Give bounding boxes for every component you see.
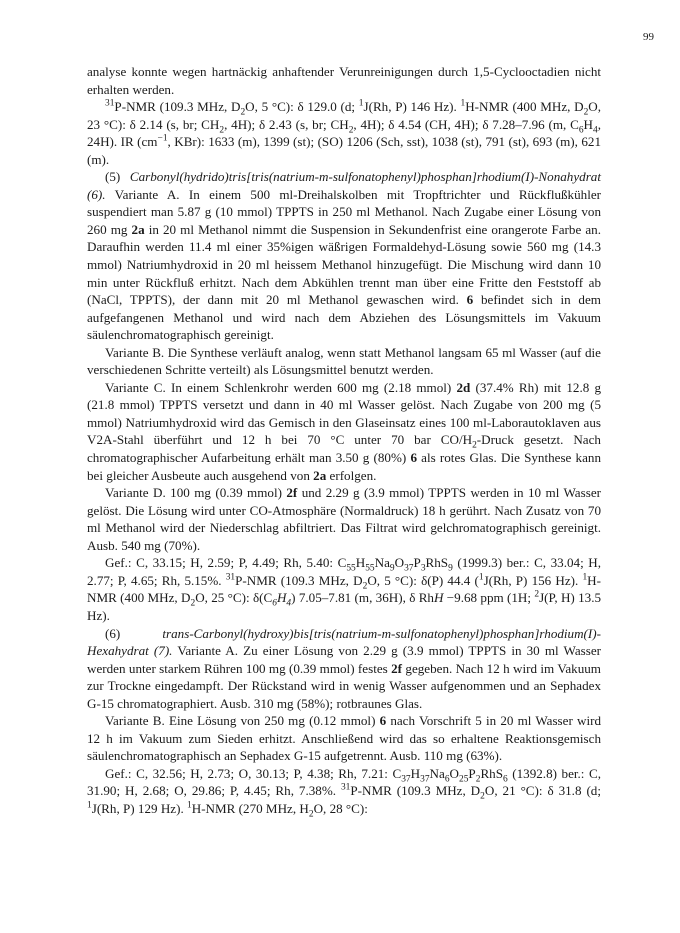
paragraph xyxy=(87,625,601,713)
text-run: 4 xyxy=(593,125,598,136)
text-run: Variante B. Die Synthese verläuft analog, wenn statt Methanol langsam 65 ml Wasser (auf die verschiedenen Schritte verteilt) als Lösungsmittel benutzt werden. xyxy=(87,344,601,378)
text-run: 1 xyxy=(358,98,364,109)
text-run: -Druck gesetzt. Nach chromatographischer Aufarbeitung erhält man 3.50 g (80%) xyxy=(87,432,601,466)
text-run: 31 xyxy=(340,783,351,794)
text-run: 1 xyxy=(582,572,588,583)
text-run: , 4H); δ 2.43 (s, br; CH xyxy=(224,116,349,132)
text-run: 2 xyxy=(472,441,477,452)
text-run: 1 xyxy=(187,800,192,811)
text-run: , 4H); δ 4.54 (CH, 4H); δ 7.28–7.96 (m, C xyxy=(353,116,579,132)
text-run: gegeben. Nach 12 h wird im Vakuum zur Trockne eingedampft. Der Rückstand wird in wenig Wasser aufgenommen und an Sephadex G-15 chromatographiert. Ausb. 310 mg (58%); rotbraunes Glas. xyxy=(87,660,601,711)
text-run: 2f xyxy=(391,660,403,676)
text-run: 6 xyxy=(410,450,417,466)
text-run: O, 5 °C): δ(P) 44.4 ( xyxy=(367,572,479,588)
text-run: Variante A. In einem 500 ml-Dreihalskolben mit Tropftrichter und Rückflußkühler suspendiert man 5.87 g (10 mmol) TPPTS in 250 ml Methanol. Nach Zugabe einer Lösung von 260 mg xyxy=(87,186,601,237)
text-run: 31 xyxy=(105,98,115,109)
text-run: H-NMR (400 MHz, D xyxy=(87,572,601,606)
text-run: Variante A. Zu einer Lösung von 2.29 g (3.9 mmol) TPPTS in 30 ml Wasser werden unter starkem Rühren 100 mg (0.39 mmol) festes xyxy=(87,643,601,676)
text-run: −9.68 ppm (1H; xyxy=(443,590,535,606)
text-run: 2 xyxy=(240,107,246,118)
text-run: 6 xyxy=(466,292,474,308)
text-run: P xyxy=(468,765,476,781)
paragraph xyxy=(87,168,601,343)
text-run: 37 xyxy=(404,563,414,574)
text-run: O, 25 °C): δ(C xyxy=(195,590,273,606)
text-run: 9 xyxy=(448,563,453,574)
text-run: H xyxy=(583,116,594,132)
text-run: P xyxy=(413,555,421,571)
text-run: 4 xyxy=(286,599,292,610)
text-run: 2d xyxy=(456,379,471,395)
text-run: P-NMR (109.3 MHz, D xyxy=(350,783,481,799)
text-run: O xyxy=(394,555,405,571)
text-run: trans-Carbonyl(hydroxy)bis[tris(natrium-m-sulfonatophenyl)phosphan]rhodium(I)-Hexahydrat (7). xyxy=(87,625,601,659)
text-run: in 20 ml Methanol nimmt die Suspension in Sekundenfrist eine orangerote Farbe an. Daraufhin werden 11.4 ml einer 35%igen wäßrigen Formaldehyd-Lösung sowie 560 mg (14.3 mmol) Natriumhydroxid in 20 ml heissem Methanol hinzugefügt. Die Mischung wird dann 10 min unter Rückfluß erhitzt. Nach dem Abkühlen trennt man über eine Fritte den Feststoff ab (NaCl, TPPTS), der dann mit 20 ml Methanol gewaschen wird. xyxy=(87,221,601,308)
paragraph xyxy=(87,765,601,818)
text-run: 2 xyxy=(475,774,481,785)
text-run: Variante B. Eine Lösung von 250 mg (0.12 mmol) xyxy=(105,713,380,729)
text-run: Gef.: C, 33.15; H, 2.59; P, 4.49; Rh, 5.40: C xyxy=(105,555,347,571)
text-run: RhS xyxy=(480,765,503,781)
text-run: analyse konnte wegen hartnäckig anhaftender Verunreinigungen durch 1,5-Cyclooctadien nicht erhalten werden. xyxy=(87,64,601,97)
paragraph xyxy=(87,344,601,379)
text-run: befindet sich in dem aufgefangenen Methanol und wird nach dem Abziehen des Lösungsmittels im Vakuum säulenchromatographisch gereinigt. xyxy=(87,292,601,343)
text-run: 6 xyxy=(503,774,508,785)
text-run: O, 5 °C): δ 129.0 (d; xyxy=(245,99,359,115)
text-run: erfolgen. xyxy=(326,467,377,483)
text-run: 25 xyxy=(459,774,469,785)
text-run: Na xyxy=(429,765,445,781)
text-run: 6 xyxy=(444,774,450,785)
text-run: , KBr): 1633 (m), 1399 (st); (SO) 1206 (Sch, sst), 1038 (st), 791 (st), 693 (m), 621 (m). xyxy=(87,134,601,167)
text-run: 37 xyxy=(401,774,411,785)
text-run: ) 7.05–7.81 (m, 36H), δ Rh xyxy=(291,590,434,606)
text-run: (37.4% Rh) mit 12.8 g (21.8 mmol) TPPTS versetzt und dann in 40 ml Wasser gelöst. Nach Zugabe von 200 mg (5 mmol) Natriumhydroxid wird das Gemisch in den Glaseinsatz eines 100 ml-Laborautoklaven aus V2A-Stahl überführt und 12 h bei 70 °C unter 70 bar CO/H xyxy=(87,379,601,448)
text-run: 1 xyxy=(87,800,92,811)
text-run: H xyxy=(276,590,287,606)
text-run: H-NMR (400 MHz, D xyxy=(465,99,584,115)
text-run: 2 xyxy=(362,581,368,592)
text-run: 9 xyxy=(389,563,395,574)
paragraph xyxy=(87,554,601,624)
text-run: Gef.: C, 32.56; H, 2.73; O, 30.13; P, 4.38; Rh, 7.21: C xyxy=(105,765,402,781)
text-run: 2 xyxy=(480,792,485,803)
text-run: 37 xyxy=(420,774,430,785)
text-run: 55 xyxy=(365,563,375,574)
text-run: P-NMR (109.3 MHz, D xyxy=(235,572,363,588)
text-run: RhS xyxy=(425,555,449,571)
text-run: 2 xyxy=(219,125,225,136)
body-text xyxy=(87,63,601,818)
text-run: als rotes Glas. Die Synthese kann bei gleicher Ausbeute auch ausgehend von xyxy=(87,450,601,483)
text-run: H xyxy=(410,765,421,781)
text-run: H-NMR (270 MHz, H xyxy=(191,800,309,816)
text-run: 2 xyxy=(348,125,354,136)
text-run: 1 xyxy=(460,98,466,109)
text-run: −1 xyxy=(157,133,168,144)
text-run: 31 xyxy=(225,572,236,583)
text-run: H xyxy=(355,555,366,571)
text-run: 55 xyxy=(346,563,356,574)
paragraph xyxy=(87,712,601,765)
text-run: (1392.8) ber.: C, 31.90; H, 2.68; O, 29.86; P, 4.45; Rh, 7.38%. xyxy=(87,765,601,799)
paragraph xyxy=(87,379,601,484)
text-run: J(Rh, P) 146 Hz). xyxy=(363,99,461,115)
text-run: 2 xyxy=(190,599,196,610)
text-run: O, 28 °C): xyxy=(313,800,368,816)
text-run: und 2.29 g (3.9 mmol) TPPTS werden in 10 ml Wasser gelöst. Die Lösung wird unter CO-Atmosphäre (Normaldruck) 18 h gerührt. Nach Zusatz von 70 ml Methanol wird der Niederschlag abfiltriert. Das Filtrat wird gelchromatographisch gereinigt. Ausb. 540 mg (70%). xyxy=(87,485,601,553)
text-run: Variante C. In einem Schlenkrohr werden 600 mg (2.18 mmol) xyxy=(105,379,457,395)
text-run: O, 23 °C): δ 2.14 (s, br; CH xyxy=(87,99,602,132)
text-run: 1 xyxy=(478,572,484,583)
text-run: nach Vorschrift 5 in 20 ml Wasser wird 12 h im Vakuum zum Sieden erhitzt. Anschließend wird das so erhaltene Reaktionsgemisch säulenchromatographisch an Sephadex G-15 aufgetrennt. Ausb. 110 mg (63%). xyxy=(87,713,601,764)
text-run: 2 xyxy=(534,590,540,601)
text-run: Carbonyl(hydrido)tris[tris(natrium-m-sulfonatophenyl)phosphan]rhodium(I)-Nonahydrat (6). xyxy=(87,169,601,202)
text-run: 2 xyxy=(583,107,589,118)
text-run: J(P, H) 13.5 Hz). xyxy=(87,590,602,623)
text-run: J(Rh, P) 156 Hz). xyxy=(483,572,583,588)
text-run: 3 xyxy=(420,563,426,574)
text-run: 6 xyxy=(578,125,584,136)
text-run: 2f xyxy=(286,485,298,501)
text-run: (6) xyxy=(105,625,163,641)
text-run: Variante D. 100 mg (0.39 mmol) xyxy=(105,485,287,501)
text-run: Na xyxy=(374,555,390,571)
text-run: (5) xyxy=(105,169,130,185)
text-run: 2a xyxy=(313,467,327,483)
text-run: H xyxy=(433,590,444,606)
text-run: O xyxy=(449,765,459,781)
text-run: 6 xyxy=(272,599,277,610)
text-run: O, 21 °C): δ 31.8 (d; xyxy=(484,783,601,799)
text-run: 6 xyxy=(379,713,387,729)
text-run: , 24H). IR (cm xyxy=(87,116,602,150)
text-run: (1999.3) ber.: C, 33.04; H, 2.77; P, 4.65; Rh, 5.15%. xyxy=(87,555,601,588)
text-run: J(Rh, P) 129 Hz). xyxy=(91,800,188,816)
text-run: 2 xyxy=(308,809,314,820)
paragraph xyxy=(87,98,601,168)
page-number: 99 xyxy=(643,31,654,43)
paragraph xyxy=(87,484,601,554)
paragraph xyxy=(87,63,601,98)
text-run: P-NMR (109.3 MHz, D xyxy=(114,99,241,115)
text-run: 2a xyxy=(131,221,145,237)
